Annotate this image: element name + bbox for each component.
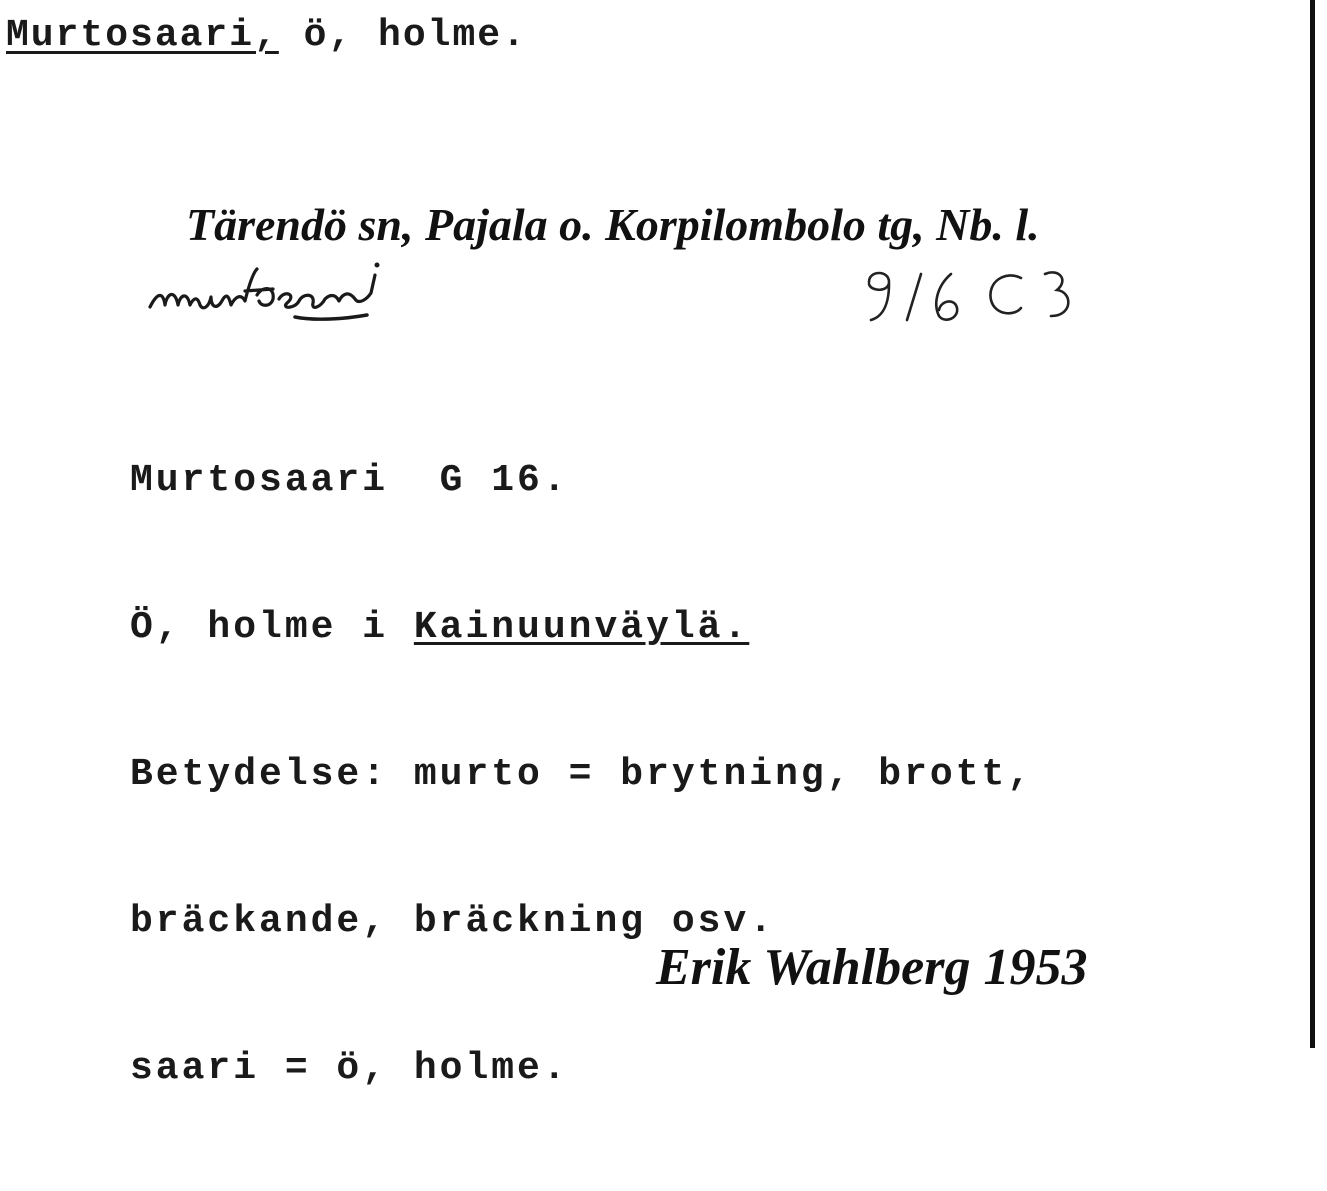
body-line-3: Betydelse: murto = brytning, brott, [130,753,1034,796]
body-line-1: Murtosaari G 16. [130,459,569,502]
body-line-2-prefix: Ö, holme i [130,606,414,649]
heading-rest: ö, holme. [278,14,527,57]
parish-line: Tärendö sn, Pajala o. Korpilombolo tg, Nb. l. [186,199,1040,250]
card-heading [6,14,527,57]
author-signature: Erik Wahlberg 1953 [656,939,1088,996]
handwritten-map-code [855,260,1085,330]
body-line-5: saari = ö, holme. [130,1047,569,1090]
card-right-edge [1310,0,1315,1048]
body-line-2 [130,603,1033,652]
body-line-4: bräckande, bräckning osv. [130,900,776,943]
handwritten-name-signature [145,255,545,335]
heading-name: Murtosaari, [6,14,279,57]
card-body [130,358,1033,1191]
place-name: Kainuunväylä. [413,606,750,649]
